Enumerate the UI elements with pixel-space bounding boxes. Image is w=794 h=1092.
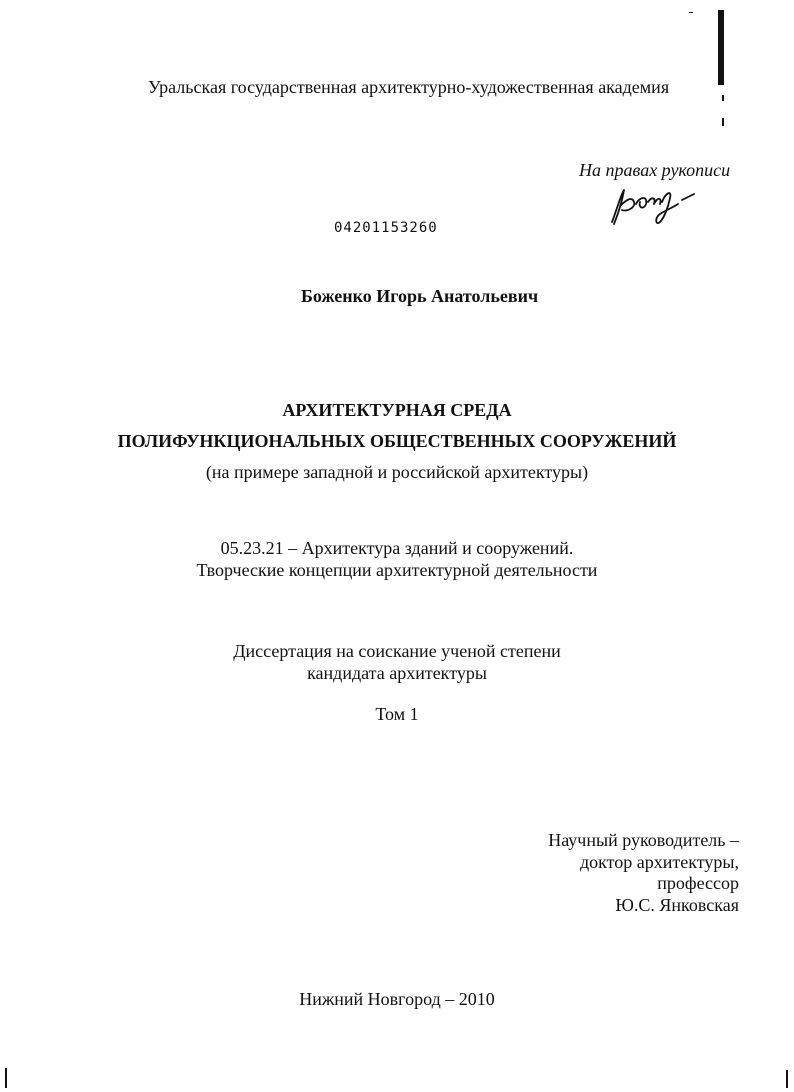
- volume-label: Том 1: [375, 704, 419, 724]
- scan-edge-mark: [689, 12, 693, 13]
- author-name: Боженко Игорь Анатольевич: [301, 286, 539, 306]
- scan-edge-mark: [786, 1070, 788, 1088]
- catalog-number: 04201153260: [334, 220, 438, 236]
- supervisor-rank: профессор: [657, 873, 739, 893]
- specialty-line-2: Творческие концепции архитектурной деятельности: [196, 560, 598, 580]
- supervisor-title: Научный руководитель –: [548, 830, 739, 850]
- degree-line-1: Диссертация на соискание ученой степени: [233, 641, 561, 661]
- title-line-2: ПОЛИФУНКЦИОНАЛЬНЫХ ОБЩЕСТВЕННЫХ СООРУЖЕНИЙ: [117, 431, 677, 451]
- scan-edge-mark: [722, 95, 724, 101]
- scan-edge-mark: [718, 10, 724, 85]
- supervisor-degree: доктор архитектуры,: [579, 852, 739, 872]
- degree-line-2: кандидата архитектуры: [307, 663, 487, 683]
- scan-edge-mark: [722, 118, 724, 126]
- title-subtitle: (на примере западной и российской архитектуры): [205, 462, 589, 482]
- place-year: Нижний Новгород – 2010: [299, 989, 495, 1009]
- supervisor-name: Ю.С. Янковская: [615, 895, 739, 915]
- institution-name: Уральская государственная архитектурно-художественная академия: [148, 77, 670, 97]
- rights-label: На правах рукописи: [579, 160, 731, 180]
- signature: [602, 182, 712, 232]
- specialty-line-1: 05.23.21 – Архитектура зданий и сооружений.: [220, 538, 574, 558]
- title-line-1: АРХИТЕКТУРНАЯ СРЕДА: [282, 400, 512, 420]
- scan-edge-mark: [5, 1068, 7, 1088]
